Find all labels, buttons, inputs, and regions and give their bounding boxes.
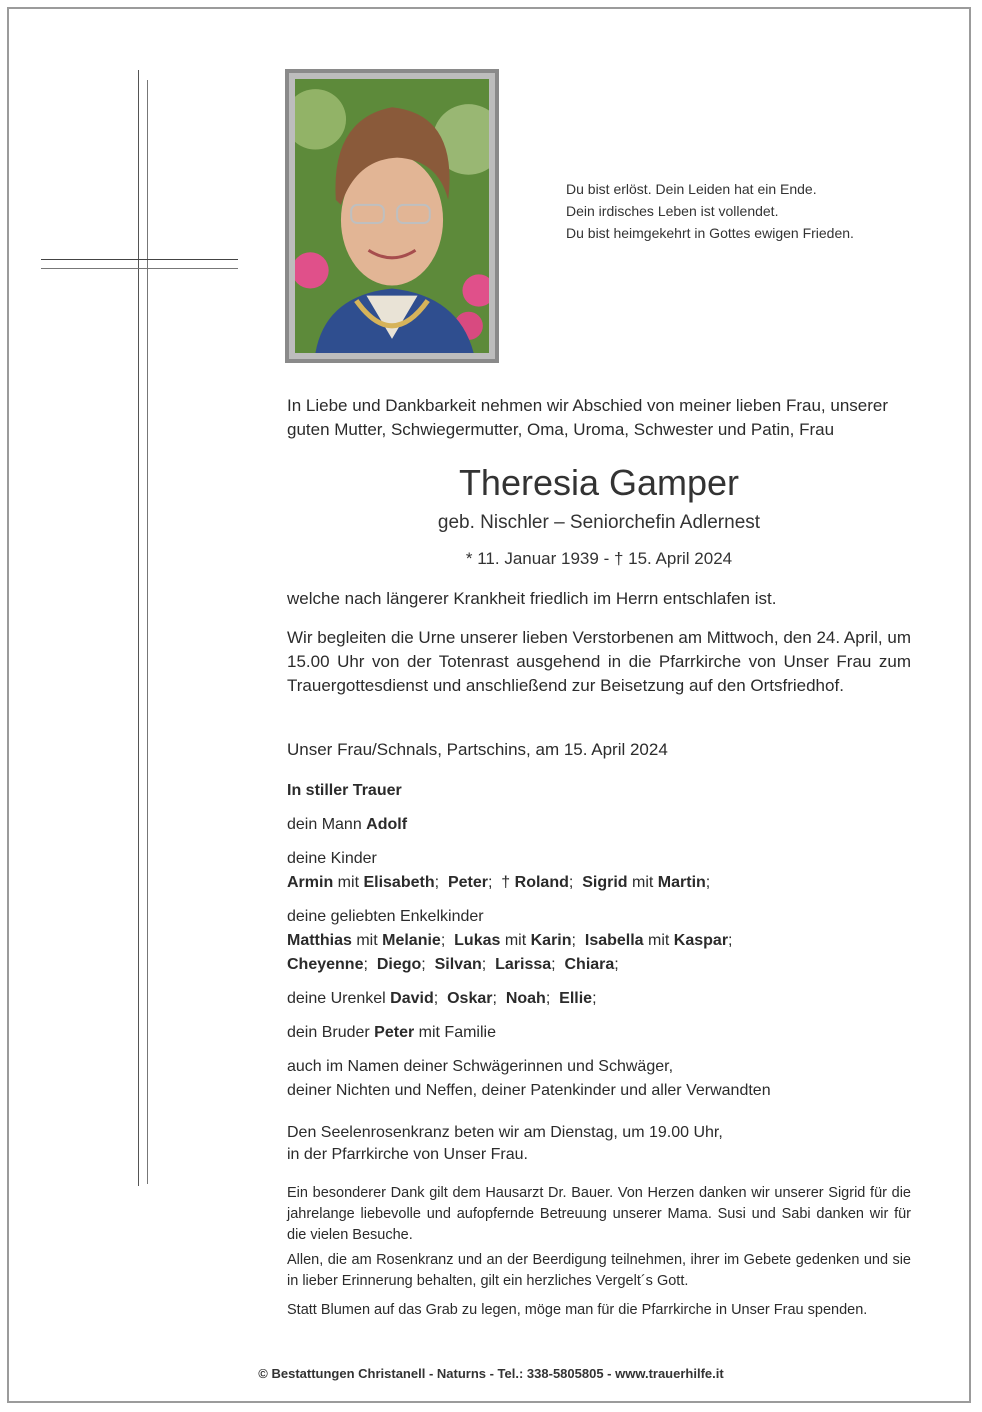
- mourners-heading: In stiller Trauer: [287, 782, 402, 799]
- mourner-connector: ;: [440, 932, 455, 949]
- verse-line: Du bist erlöst. Dein Leiden hat ein Ende.: [566, 181, 817, 197]
- mourner-name: Cheyenne: [287, 956, 364, 973]
- mourner-connector: ;: [492, 990, 506, 1007]
- mourner-connector: ;: [614, 956, 619, 973]
- mourner-connector: mit: [643, 932, 674, 949]
- great-grandchildren-line: [287, 987, 597, 1011]
- mourner-connector: ;: [545, 990, 560, 1007]
- husband-line: dein Mann Adolf: [287, 816, 408, 833]
- mourner-connector: ;: [434, 874, 448, 891]
- mourner-connector: ;: [728, 932, 733, 949]
- thanks-text: Ein besonderer Dank gilt dem Hausarzt Dr. Bauer. Von Herzen danken wir unserer Sigrid für die jahrelange liebevolle und aufopfernde Betreuung unserer Mama. Susi und Sabi danken wir für die vielen Besuche.: [287, 1185, 911, 1243]
- relatives-line: deiner Nichten und Neffen, deiner Patenkinder und aller Verwandten: [287, 1082, 771, 1099]
- intro-text: In Liebe und Dankbarkeit nehmen wir Abschied von meiner lieben Frau, unserer guten Mutter, Schwiegermutter, Oma, Uroma, Schwester und Patin, Frau: [287, 396, 889, 439]
- children-heading: deine Kinder: [287, 850, 377, 867]
- grandchildren-heading: deine geliebten Enkelkinder: [287, 908, 484, 925]
- mourner-connector: dein Bruder: [287, 1024, 375, 1041]
- mourner-name: Oskar: [447, 990, 493, 1007]
- death-note: welche nach längerer Krankheit friedlich im Herrn entschlafen ist.: [287, 589, 777, 608]
- thanks-text-2: Allen, die am Rosenkranz und an der Beerdigung teilnehmen, ihrer im Gebete gedenken und sie in lieber Erinnerung behalten, gilt ein herzliches Vergelt´s Gott.: [287, 1252, 911, 1289]
- mourner-name: Roland: [514, 874, 569, 891]
- mourner-name: Sigrid: [582, 874, 628, 891]
- mourner-connector: ;: [571, 932, 585, 949]
- grandchildren-line: [287, 953, 619, 977]
- rosary-line: in der Pfarrkirche von Unser Frau.: [287, 1146, 528, 1163]
- mourner-name: Armin: [287, 874, 334, 891]
- mourner-connector: mit: [500, 932, 531, 949]
- mourner-connector: ;: [592, 990, 597, 1007]
- mourner-name: Matthias: [287, 932, 352, 949]
- life-dates: * 11. Januar 1939 - † 15. April 2024: [465, 549, 733, 568]
- mourner-name: Chiara: [564, 956, 615, 973]
- relatives-line: auch im Namen deiner Schwägerinnen und Schwäger,: [287, 1058, 674, 1075]
- portrait-photo: [295, 79, 489, 353]
- mourner-connector: ;: [705, 874, 711, 891]
- mourner-name: Diego: [376, 956, 422, 973]
- mourner-name: Silvan: [434, 956, 482, 973]
- mourner-name: Isabella: [584, 932, 644, 949]
- mourner-connector: mit: [333, 874, 364, 891]
- mourner-name: Martin: [657, 874, 706, 891]
- mourner-name: Larissa: [495, 956, 552, 973]
- mourner-connector: mit Familie: [414, 1024, 496, 1041]
- mourner-name: David: [390, 990, 434, 1007]
- deceased-subtitle: geb. Nischler – Seniorchefin Adlernest: [437, 512, 761, 533]
- mourner-name: Peter: [374, 1024, 415, 1041]
- verse-line: Du bist heimgekehrt in Gottes ewigen Frieden.: [566, 225, 854, 241]
- portrait-photo-frame: [285, 69, 499, 363]
- mourner-connector: ;: [433, 990, 448, 1007]
- place-date: Unser Frau/Schnals, Partschins, am 15. April 2024: [287, 740, 668, 759]
- children-line: [287, 871, 710, 895]
- mourner-connector: ;: [363, 956, 377, 973]
- mourner-connector: ;: [481, 956, 496, 973]
- mourner-connector: ;: [421, 956, 435, 973]
- brother-line: [287, 1021, 496, 1045]
- footer-credit: © Bestattungen Christanell - Naturns - Tel.: 338-5805805 - www.trauerhilfe.it: [258, 1366, 724, 1381]
- grandchildren-line: [287, 929, 733, 953]
- funeral-text: Wir begleiten die Urne unserer lieben Verstorbenen am Mittwoch, den 24. April, um 15.00 Uhr von der Totenrast ausgehend in die Pfarrkirche von Unser Frau zum Trauergottesdienst und anschließend zur Beisetzung auf den Ortsfriedhof.: [287, 628, 911, 695]
- mourner-connector: ;: [551, 956, 565, 973]
- mourner-name: Noah: [505, 990, 546, 1007]
- rosary-line: Den Seelenrosenkranz beten wir am Dienstag, um 19.00 Uhr,: [287, 1124, 723, 1141]
- mourner-name: Lukas: [454, 932, 501, 949]
- verse: [566, 178, 854, 244]
- mourner-connector: mit: [351, 932, 383, 949]
- deceased-name: Theresia Gamper: [458, 462, 740, 503]
- verse-line: Dein irdisches Leben ist vollendet.: [566, 203, 779, 219]
- mourner-name: Melanie: [382, 932, 441, 949]
- mourner-name: Karin: [530, 932, 572, 949]
- mourner-name: Elisabeth: [363, 874, 435, 891]
- flowers-note: Statt Blumen auf das Grab zu legen, möge man für die Pfarrkirche in Unser Frau spenden.: [287, 1302, 868, 1318]
- mourner-name: Ellie: [559, 990, 593, 1007]
- mourner-name: Peter: [447, 874, 488, 891]
- mourner-connector: ;: [568, 874, 583, 891]
- mourner-connector: mit: [627, 874, 658, 891]
- mourner-connector: ; †: [487, 874, 515, 891]
- mourner-connector: deine Urenkel: [287, 990, 391, 1007]
- mourner-name: Kaspar: [673, 932, 729, 949]
